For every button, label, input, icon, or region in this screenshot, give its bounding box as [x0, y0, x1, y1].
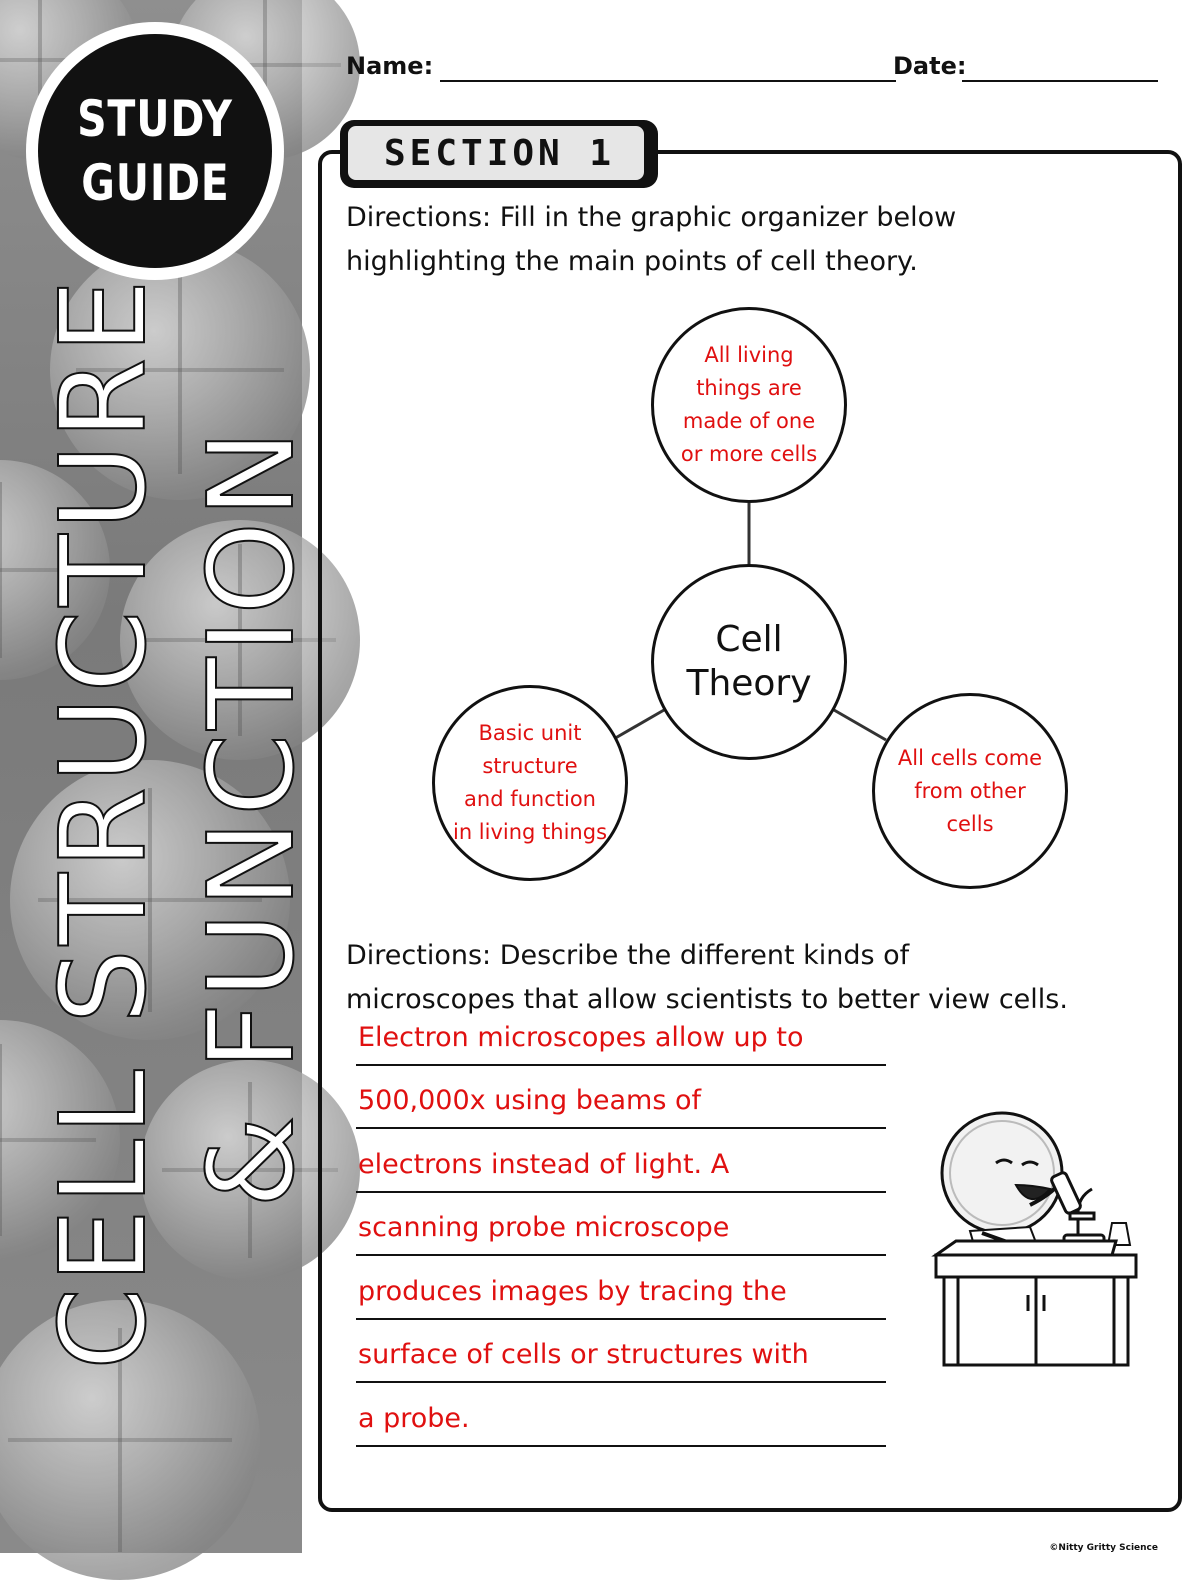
cell-character	[942, 1113, 1062, 1233]
bubble-top-line: or more cells	[680, 442, 818, 466]
bubble-left[interactable]	[432, 685, 628, 881]
center-line-1: Cell	[715, 619, 783, 660]
copyright-footer: ©Nitty Gritty Science	[1049, 1543, 1158, 1553]
desk-icon	[936, 1241, 1136, 1365]
directions-1	[346, 196, 1176, 284]
sidebar-banner	[0, 0, 320, 1553]
answer-line-1: Electron microscopes allow up to	[358, 1022, 804, 1053]
bubble-left-line: in living things	[452, 820, 608, 844]
badge-line-1: STUDY	[77, 90, 233, 148]
vertical-title-line-1: CELL STRUCTURE	[34, 275, 172, 1370]
bubble-center	[651, 564, 847, 760]
bubble-right-line: All cells come	[897, 745, 1043, 770]
bubble-top-line: All living	[704, 343, 794, 367]
answer-line-5: produces images by tracing the	[358, 1276, 787, 1307]
bubble-top-line: things are	[696, 376, 802, 400]
answer-line-6: surface of cells or structures with	[358, 1339, 809, 1370]
name-field[interactable]	[440, 80, 896, 82]
section-title: SECTION 1	[346, 124, 646, 182]
answer-rule[interactable]	[356, 1254, 886, 1256]
bubble-right[interactable]	[872, 693, 1068, 889]
directions-2-line-1: Directions: Describe the different kinds of	[346, 940, 910, 971]
cell-microscope-illustration	[930, 1105, 1140, 1375]
microscope-icon	[1050, 1171, 1104, 1245]
date-label: Date:	[893, 52, 967, 80]
answer-rule[interactable]	[356, 1191, 886, 1193]
date-field[interactable]	[962, 80, 1158, 82]
badge-line-2: GUIDE	[80, 154, 230, 212]
name-label: Name:	[346, 52, 434, 80]
bubble-left-line: Basic unit	[478, 721, 582, 745]
answer-rule[interactable]	[356, 1127, 886, 1129]
bubble-right-line: from other	[914, 778, 1026, 803]
bubble-left-line: structure	[482, 754, 578, 778]
answer-line-2: 500,000x using beams of	[358, 1085, 701, 1116]
answer-line-7: a probe.	[358, 1403, 470, 1434]
directions-2-line-2: microscopes that allow scientists to better view cells.	[346, 984, 1068, 1015]
bubble-right-line: cells	[946, 811, 994, 836]
study-guide-badge	[26, 22, 284, 280]
center-line-2: Theory	[686, 663, 812, 704]
answer-rule[interactable]	[356, 1064, 886, 1066]
answer-rule[interactable]	[356, 1381, 886, 1383]
vertical-title-line-2: & FUNCTION	[182, 425, 320, 1208]
bubble-left-line: and function	[464, 787, 596, 811]
directions-2	[346, 934, 1176, 1022]
directions-1-line-2: highlighting the main points of cell theory.	[346, 246, 918, 277]
bubble-top-line: made of one	[682, 409, 816, 433]
directions-1-line-1: Directions: Fill in the graphic organizer below	[346, 202, 957, 233]
answer-rule[interactable]	[356, 1445, 886, 1447]
answer-rule[interactable]	[356, 1318, 886, 1320]
bubble-top[interactable]	[651, 307, 847, 503]
answer-line-3: electrons instead of light. A	[358, 1149, 730, 1180]
answer-line-4: scanning probe microscope	[358, 1212, 730, 1243]
